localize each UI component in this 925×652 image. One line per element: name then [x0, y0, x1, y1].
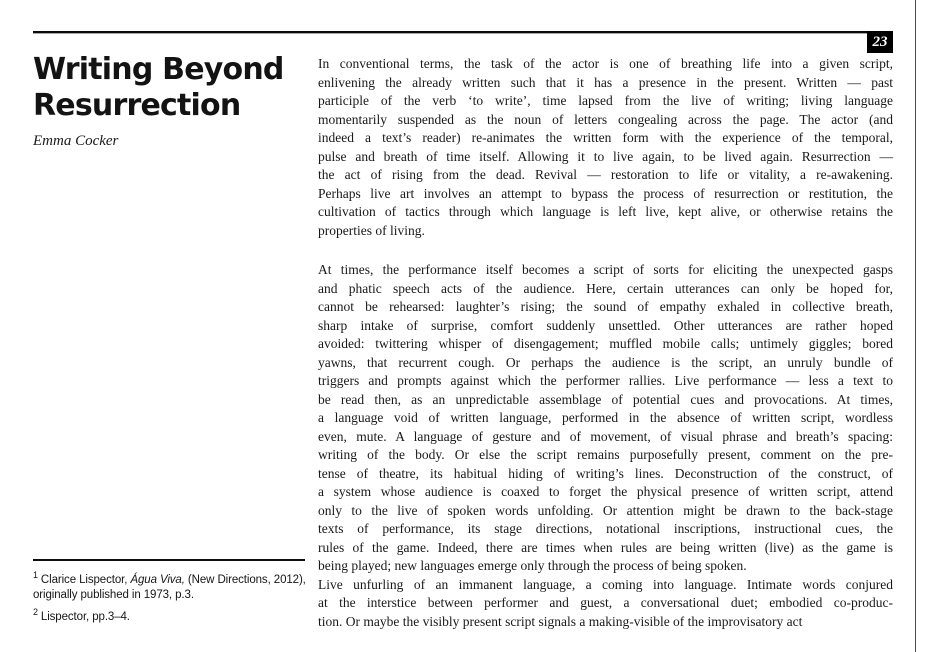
- body-line: Live unfurling of an immanent language, a coming into language. Intimate words conjured: [318, 576, 893, 592]
- body-line: a system whose audience is coaxed to forget the physical presence of written script, attend: [318, 484, 893, 499]
- footnote-1-line2: originally published in 1973, p.3.: [33, 589, 194, 601]
- body-line: yawns, that recurrent cough. Or perhaps the audience is the script, an unruly bundle of: [318, 354, 893, 370]
- body-line: avoided: twittering whisper of disengagement; muffled mobile calls; untimely giggles; bored: [318, 336, 893, 351]
- article-author: Emma Cocker: [33, 133, 119, 149]
- body-paragraph: [318, 55, 893, 240]
- body-line: tion. Or maybe the visibly present script signals a making-visible of the improvisatory act: [318, 613, 803, 629]
- footnote-2-text: Lispector, pp.3–4.: [40, 611, 130, 623]
- body-line: enlivening the already written such that it has a presence in the present. Written — past: [318, 74, 893, 90]
- body-line: indeed a text’s reader) re-animates the written form with the experience of the temporal,: [318, 130, 893, 145]
- page-edge-border: [915, 0, 916, 652]
- footnote-2-marker: 2: [33, 607, 38, 618]
- footnote-1-text-pre: Clarice Lispector,: [40, 574, 131, 586]
- footnote-rule: [33, 559, 305, 561]
- body-text: [318, 55, 893, 631]
- body-line: a language void of written language, performed in the absence of written script, wordless: [318, 410, 893, 425]
- body-paragraph: [318, 261, 893, 576]
- title-column: [33, 52, 311, 150]
- body-line: cannot be rehearsed: laughter’s rising; the sound of empathy exhaled in collective breath,: [318, 299, 893, 314]
- body-line: even, mute. A language of gesture and of movement, of visual phrase and breath’s spacing:: [318, 428, 893, 444]
- footnote-1-marker: 1: [33, 570, 38, 581]
- body-line: properties of living.: [318, 222, 425, 238]
- footnote-2: [33, 607, 311, 625]
- body-line: texts of performance, its stage directions, notational inscriptions, instructional cues, the: [318, 521, 893, 536]
- body-line: writing of the body. Or else the script remains purposefully present, comment on the pre-: [318, 447, 893, 462]
- body-line: tense of theatre, its habitual hiding of writing’s lines. Deconstruction of the construct, of: [318, 465, 893, 481]
- body-line: sharp intake of surprise, comfort suddenly unsettled. Other utterances are rather hoped: [318, 317, 893, 333]
- body-line: At times, the performance itself becomes a script of sorts for eliciting the unexpected gasps: [318, 262, 893, 277]
- page-number-badge: [867, 31, 893, 53]
- article-title: Writing Beyond Resurrection: [33, 52, 284, 123]
- footnote-1-text-post: (New Directions, 2012),: [184, 574, 306, 586]
- body-paragraph: [318, 576, 893, 632]
- footnote-1: [33, 570, 311, 603]
- body-line: being played; new languages emerge only through the process of being spoken.: [318, 558, 747, 573]
- footnote-1-work-title: Água Viva,: [130, 574, 185, 586]
- footnotes-section: [33, 559, 311, 632]
- body-line: the act of rising from the dead. Revival — restoration to life or vitality, a re-awakening.: [318, 167, 893, 182]
- body-line: triggers and prompts against which the performer rallies. Live performance — less a text to: [318, 373, 893, 388]
- body-line: rules of the game. Indeed, there are times when rules are being written (live) as the game is: [318, 539, 893, 555]
- body-line: In conventional terms, the task of the actor is one of breathing life into a given script,: [318, 56, 893, 71]
- body-line: at the interstice between performer and guest, a conversational duet; embodied co-produc-: [318, 595, 893, 610]
- body-line: cultivation of tactics through which language is left live, kept alive, or otherwise retains the: [318, 204, 893, 219]
- header-rule: [33, 31, 868, 33]
- body-line: be read then, as an unpredictable assemblage of potential cues and provocations. At times,: [318, 391, 893, 407]
- page-number: 23: [872, 34, 888, 50]
- body-line: Perhaps live art involves an attempt to bypass the process of resurrection or restitution, the: [318, 185, 893, 201]
- body-line: momentarily suspended as the noun of letters congealing across the page. The actor (and: [318, 111, 893, 127]
- body-line: participle of the verb ‘to write’, time lapsed from the live of writing; living language: [318, 93, 893, 108]
- body-line: and phatic speech acts of the audience. Here, certain utterances can only be hoped for,: [318, 280, 893, 296]
- body-line: only to the live of spoken words unfolding. Or attention might be drawn to the back-stage: [318, 502, 893, 518]
- body-line: pulse and breath of time itself. Allowing it to live again, to be lived again. Resurrection —: [318, 148, 893, 164]
